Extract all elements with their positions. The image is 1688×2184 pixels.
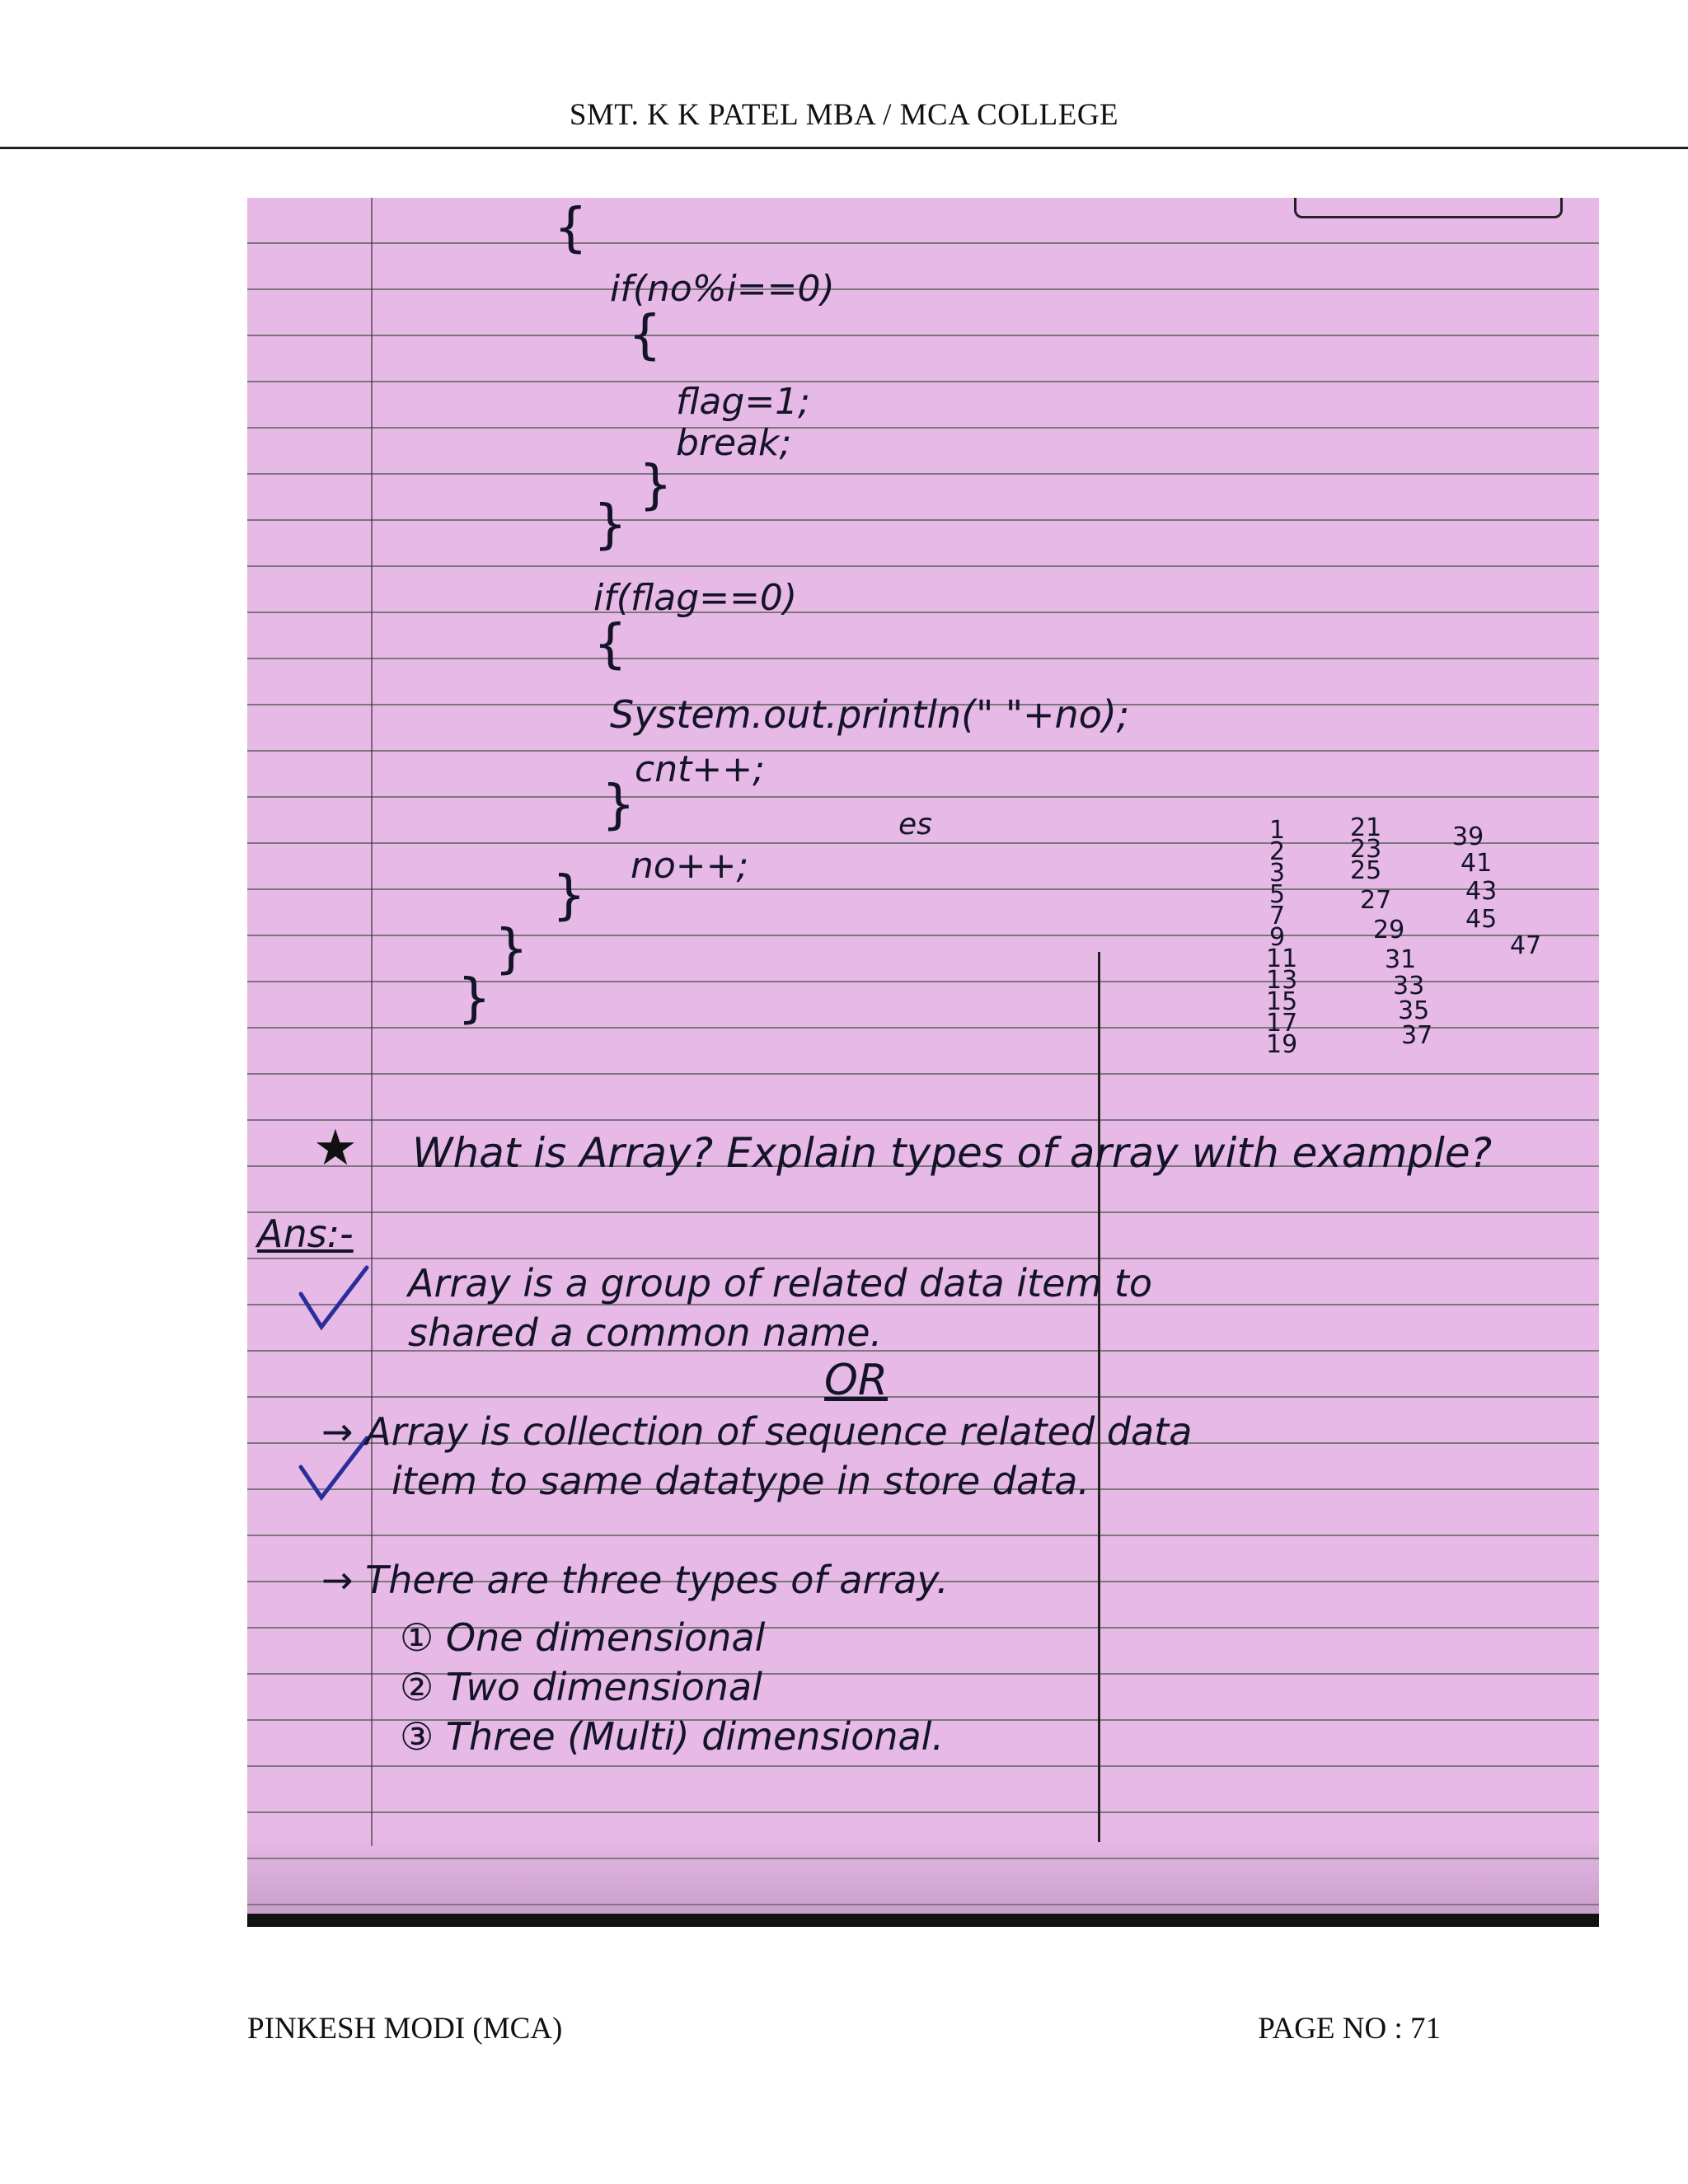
scan-bottom-edge [247, 1914, 1599, 1927]
code-brace-9: } [457, 968, 491, 1029]
prime-number: 2 [1269, 837, 1286, 866]
prime-number: 25 [1350, 856, 1382, 885]
prime-number: 17 [1266, 1009, 1298, 1038]
prime-number: 9 [1269, 923, 1286, 952]
definition-1-line-2: shared a common name. [408, 1310, 883, 1355]
code-brace-6: } [602, 775, 635, 836]
prime-number: 13 [1266, 966, 1298, 995]
prime-number: 27 [1360, 886, 1392, 915]
output-label: es [898, 808, 932, 841]
answer-label: Ans:- [257, 1212, 354, 1256]
code-brace-5: { [593, 614, 627, 675]
prime-number: 11 [1266, 944, 1298, 973]
scanned-notebook-page [247, 198, 1599, 1927]
prime-number: 15 [1266, 987, 1298, 1016]
notebook-corner-box [1294, 198, 1563, 218]
prime-number: 45 [1465, 905, 1498, 934]
type-item-1: ① One dimensional [400, 1615, 766, 1660]
prime-number: 7 [1269, 902, 1286, 930]
header-rule [0, 147, 1688, 149]
code-line-no-inc: no++; [631, 845, 749, 887]
definition-2-line-1: → Array is collection of sequence related data [321, 1409, 1193, 1454]
prime-number: 29 [1373, 916, 1405, 944]
prime-number: 39 [1452, 823, 1484, 851]
type-item-3: ③ Three (Multi) dimensional. [400, 1714, 945, 1759]
code-line-if-mod: if(no%i==0) [610, 268, 835, 310]
footer-author: PINKESH MODI (MCA) [247, 2012, 563, 2046]
prime-number: 23 [1350, 835, 1382, 864]
code-line-if-flag: if(flag==0) [593, 577, 798, 619]
checkmark-icon [297, 1261, 371, 1335]
page-fold-shadow [247, 1835, 1599, 1914]
code-brace-1: { [554, 198, 588, 259]
code-brace-8: } [495, 919, 528, 980]
prime-number: 43 [1465, 877, 1498, 906]
code-line-break: break; [676, 422, 792, 464]
code-brace-3: } [639, 455, 673, 516]
or-separator: OR [824, 1356, 889, 1405]
code-line-println: System.out.println(" "+no); [610, 692, 1130, 737]
prime-number: 37 [1401, 1021, 1433, 1050]
star-bullet-icon: ★ [313, 1119, 358, 1177]
prime-number: 47 [1510, 931, 1542, 960]
prime-number: 21 [1350, 813, 1382, 842]
types-intro: → There are three types of array. [321, 1558, 949, 1602]
prime-number: 35 [1398, 996, 1430, 1025]
definition-2-line-2: item to same datatype in store data. [392, 1459, 1090, 1503]
code-line-flag: flag=1; [676, 381, 811, 423]
prime-number: 1 [1269, 816, 1286, 845]
prime-number: 3 [1269, 859, 1286, 888]
code-line-cnt: cnt++; [635, 748, 765, 790]
definition-1-line-1: Array is a group of related data item to [408, 1261, 1152, 1305]
code-brace-7: } [552, 865, 586, 926]
page-header-title: SMT. K K PATEL MBA / MCA COLLEGE [569, 98, 1119, 132]
prime-number: 5 [1269, 880, 1286, 909]
type-item-2: ② Two dimensional [400, 1665, 762, 1709]
code-brace-4: } [593, 494, 627, 555]
prime-number: 19 [1266, 1030, 1298, 1059]
question-text: What is Array? Explain types of array with example? [412, 1129, 1493, 1177]
footer-page-number: PAGE NO : 71 [1258, 2012, 1441, 2046]
page-divider-line [1098, 952, 1100, 1842]
code-brace-2: { [628, 305, 662, 366]
prime-number: 33 [1393, 972, 1425, 1001]
prime-number: 41 [1461, 849, 1493, 878]
prime-number: 31 [1385, 945, 1417, 974]
